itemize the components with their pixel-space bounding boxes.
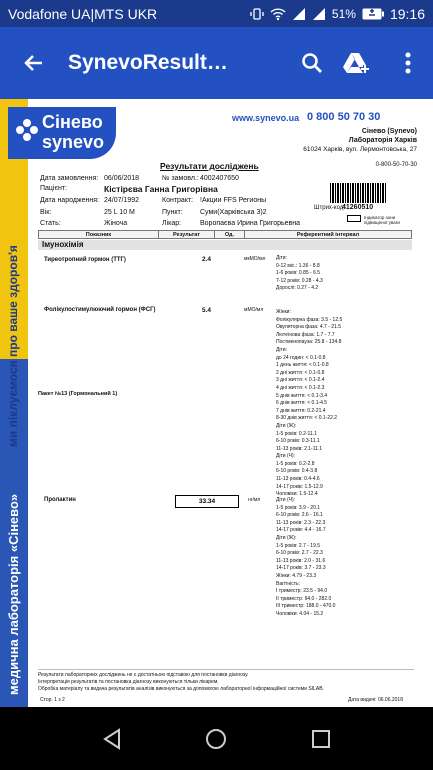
lab-phone: 0-800-50-70-30 bbox=[375, 162, 417, 168]
attention-indicator-box bbox=[347, 215, 361, 222]
synevo-logo bbox=[8, 107, 116, 159]
vibrate-icon bbox=[250, 7, 264, 21]
nav-home-icon bbox=[205, 728, 227, 750]
test-unit: нг/мл bbox=[248, 497, 261, 503]
order-number-value: 4002407650 bbox=[200, 175, 239, 182]
sidebar-lab-slogan: медична лабораторія «Сінево» bbox=[6, 493, 21, 695]
age-label: Вік: bbox=[40, 209, 52, 216]
order-barcode bbox=[330, 183, 386, 203]
search-button[interactable] bbox=[293, 27, 331, 99]
test-name: Фолікулостимулюючий гормон (ФСГ) bbox=[44, 307, 156, 313]
logo-text-cyrillic: Сінево bbox=[42, 112, 103, 132]
system-nav-bar bbox=[0, 707, 433, 770]
lab-address: 61024 Харків, вул. Лермонтовська, 27 bbox=[303, 146, 417, 153]
header-unit: Од. bbox=[215, 231, 245, 238]
drive-add-icon bbox=[343, 51, 371, 75]
signal-icon-2 bbox=[312, 7, 326, 21]
header-indicator: Показник bbox=[39, 231, 159, 238]
birth-date-value: 24/07/1992 bbox=[104, 197, 140, 204]
point-value: Суми(Харківська 3)2 bbox=[200, 209, 267, 216]
nav-back-button[interactable] bbox=[92, 719, 132, 759]
test-unit: мкМО/мл bbox=[244, 256, 266, 262]
nav-recents-icon bbox=[311, 729, 331, 749]
birth-date-label: Дата народження: bbox=[40, 197, 99, 204]
order-date-label: Дата замовлення: bbox=[40, 175, 99, 182]
app-bar bbox=[0, 27, 433, 99]
issue-date: Дата видачі: 06.06.2018 bbox=[347, 697, 403, 703]
battery-charging-icon bbox=[362, 8, 384, 20]
order-number-label: № замовл.: bbox=[162, 175, 199, 182]
panel-title: Пакет №13 (Гормональний 1) bbox=[38, 391, 118, 397]
test-reference: Жінки: Фолікулярна фаза: 3.5 - 12.5 Овуляторна фаза: 4.7 - 21.5 Лютеїнова фаза: 1.7 - 7.7 Постменопауза: 25.8 - 134.8 Діти: до 24 годин: < 0.1-0.8 1 день життя: < 0.1-0.8 2 дні життя: < 0.1-0.8 3 дні життя: < 0.1-2.4 4 дні життя: < 0.1-2.3 5 днів життя: < 0.1-3.4 6 днів життя: < 0.1-4.5 7 днів життя: 0.2-21.4 8-30 днів життя: < 0.1-22.2 Діти (Ж): 1-5 років: 0.2-11.1 6-10 років: 0.3-11.1 11-13 років: 2.1-11.1 Діти (Ч): 1-5 років: 0.2-2.8 6-10 років: 0.4-3.8 11-13 років: 0.4-4.6 14-17 років: 1.5-12.9 Чоловіки: 1.5-12.4 bbox=[276, 309, 343, 498]
sex-label: Стать: bbox=[40, 220, 61, 227]
barcode-label: Штрих-код: bbox=[314, 205, 345, 211]
clock: 19:16 bbox=[389, 5, 425, 22]
test-unit: мМО/мл bbox=[244, 307, 264, 313]
doctor-value: Воропаєва Ирина Григорьевна bbox=[200, 220, 301, 227]
document-title: Результати досліджень bbox=[160, 161, 259, 171]
logo-flower-icon bbox=[14, 117, 40, 143]
back-arrow-icon bbox=[22, 51, 46, 75]
header-reference: Референтний інтервал bbox=[296, 231, 360, 238]
patient-name: Кістірєва Ганна Григорівна bbox=[104, 184, 218, 194]
document-footer bbox=[38, 672, 414, 693]
signal-icon bbox=[292, 7, 306, 21]
battery-percent: 51% bbox=[331, 6, 356, 21]
lab-city: Лабораторія Харків bbox=[348, 137, 417, 144]
age-value: 25 L 10 M bbox=[104, 209, 135, 216]
search-icon bbox=[300, 51, 324, 75]
test-value-flagged: 33.34 bbox=[175, 495, 239, 508]
nav-back-icon bbox=[102, 728, 122, 750]
app-title: SynevoResult… bbox=[68, 51, 228, 74]
header-result: Результат bbox=[159, 231, 215, 238]
test-reference: Діти (Ч): 1-5 років: 3.9 - 20.1 6-10 років: 2.6 - 16.1 11-13 років: 2.3 - 22.3 14-17 років: 4.4 - 16.7 Діти (Ж): 1-5 років: 2.7 - 19.5 6-10 років: 2.7 - 22.3 11-13 років: 2.0 - 31.6 14-17 років: 3.7 - 23.3 Жінки: 4.79 - 23.3 Вагітність: I триместр: 23.5 - 94.0 II триместр: 94.0 - 282.0 III триместр: 188.0 - 470.0 Чоловіки: 4.04 - 15.2 bbox=[276, 497, 336, 617]
wifi-icon bbox=[270, 7, 286, 21]
page-number: Стор. 1 з 2 bbox=[40, 697, 65, 703]
test-name: Тиреотропний гормон (ТТГ) bbox=[44, 257, 126, 263]
attention-indicator-text: Індикатор зони підвищеної уваги bbox=[364, 215, 400, 225]
contract-value: !Акции FFS Регионы bbox=[200, 197, 267, 204]
status-bar bbox=[0, 0, 433, 27]
pdf-page[interactable] bbox=[0, 99, 433, 707]
doctor-label: Лікар: bbox=[162, 220, 182, 227]
more-vert-icon bbox=[405, 52, 411, 74]
sex-value: Жіноча bbox=[104, 220, 128, 227]
order-date-value: 06/06/2018 bbox=[104, 175, 140, 182]
lab-hotline: 0 800 50 70 30 bbox=[307, 111, 381, 123]
logo-text-latin: synevo bbox=[42, 132, 105, 152]
lab-name: Сінево (Synevo) bbox=[361, 128, 417, 135]
more-options-button[interactable] bbox=[383, 27, 433, 99]
footer-note: Результати лабораторних досліджень не є достатньою підставою для постановки діагнозу. bbox=[38, 672, 249, 678]
test-value: 2.4 bbox=[202, 256, 212, 263]
contract-label: Контракт: bbox=[162, 197, 194, 204]
save-to-drive-button[interactable] bbox=[331, 27, 383, 99]
lab-address-block bbox=[303, 127, 417, 154]
test-reference: Діти: 0-12 міс.: 1.36 - 8.8 1-6 років: 0.85 - 6.5 7-12 років: 0.28 - 4.3 Дорослі: 0.27 - 4.2 bbox=[276, 255, 323, 292]
patient-label: Пацієнт: bbox=[40, 185, 68, 192]
footer-divider bbox=[38, 669, 414, 670]
nav-recents-button[interactable] bbox=[301, 719, 341, 759]
back-button[interactable] bbox=[0, 27, 68, 99]
footer-note: Обробка матеріалу та видача результатів аналізів виконуються за допомогою лабораторної інформаційної системи SILAB. bbox=[38, 686, 324, 692]
point-label: Пункт: bbox=[162, 209, 183, 216]
sidebar-care-slogan: ми піклуємося про ваше здоров'я bbox=[6, 245, 20, 447]
carrier-name: Vodafone UA|MTS UKR bbox=[8, 5, 158, 22]
section-title: Імунохімія bbox=[38, 240, 412, 250]
lab-website: www.synevo.ua bbox=[232, 113, 300, 123]
nav-home-button[interactable] bbox=[196, 719, 236, 759]
test-name: Пролактин bbox=[44, 497, 76, 503]
status-icons bbox=[250, 7, 384, 21]
footer-note: Інтерпретація результатів та постановка діагнозу виконуються тільки лікарем. bbox=[38, 679, 219, 685]
barcode-number: 41260510 bbox=[342, 204, 374, 211]
test-value: 5.4 bbox=[202, 307, 212, 314]
results-table-header bbox=[38, 230, 412, 239]
